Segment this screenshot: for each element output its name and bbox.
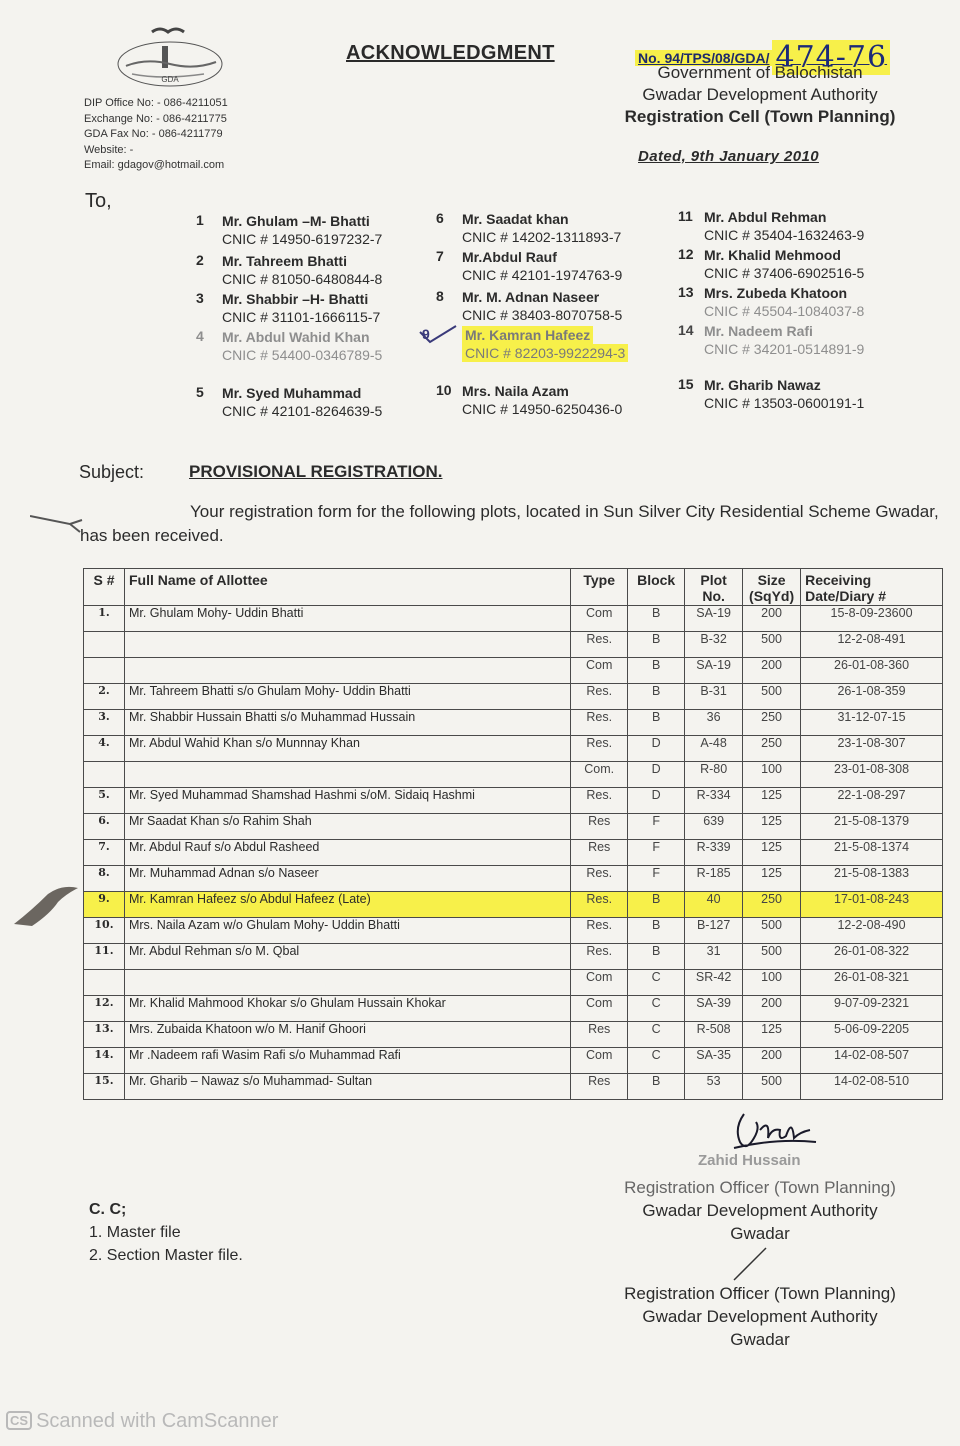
contact-info <box>84 96 228 174</box>
cell-name <box>124 658 570 684</box>
cell-plot: R-334 <box>685 788 743 814</box>
cell-name: Mr Saadat Khan s/o Rahim Shah <box>124 814 570 840</box>
cell-type: Res. <box>571 866 628 892</box>
cell-type: Com <box>571 996 628 1022</box>
signatory-name: Zahid Hussain <box>698 1152 801 1169</box>
cell-sn: 11. <box>84 944 125 970</box>
cell-type: Res. <box>571 710 628 736</box>
cell-type: Res. <box>571 944 628 970</box>
cell-sn: 14. <box>84 1048 125 1074</box>
officer-line: Gwadar Development Authority <box>642 1307 878 1326</box>
cell-block: C <box>628 996 685 1022</box>
cell-sn: 15. <box>84 1074 125 1100</box>
body-text: Your registration form for the following plots, located in Sun Silver City Residential Scheme Gwadar, has been received. <box>80 502 939 545</box>
cell-sn: 6. <box>84 814 125 840</box>
col-header-name: Full Name of Allottee <box>124 569 570 606</box>
cell-type: Res. <box>571 892 628 918</box>
cell-plot: 639 <box>685 814 743 840</box>
addressee: 11 Mr. Abdul Rehman CNIC # 35404-1632463-9 <box>678 208 865 243</box>
cc-label: C. C; <box>89 1201 127 1218</box>
cc-block <box>89 1198 243 1267</box>
cell-block: B <box>628 944 685 970</box>
gda-logo <box>112 22 228 92</box>
cell-type: Com. <box>571 762 628 788</box>
addressee: 1 Mr. Ghulam –M- Bhatti CNIC # 14950-6197232-7 <box>196 212 383 247</box>
cell-size: 500 <box>743 918 801 944</box>
cell-receiving: 14-02-08-510 <box>801 1074 943 1100</box>
body-paragraph <box>80 500 940 548</box>
margin-arrow-icon <box>30 510 86 534</box>
cell-block: B <box>628 918 685 944</box>
cell-plot: A-48 <box>685 736 743 762</box>
cell-size: 200 <box>743 606 801 632</box>
addressee: 13 Mrs. Zubeda Khatoon CNIC # 45504-1084037-8 <box>678 284 865 319</box>
addressee: 6 Mr. Saadat khan CNIC # 14202-1311893-7 <box>436 210 622 245</box>
cell-size: 250 <box>743 710 801 736</box>
table-row <box>84 1048 943 1074</box>
addressee: 5 Mr. Syed Muhammad CNIC # 42101-8264639-5 <box>196 384 383 419</box>
addressee: 15 Mr. Gharib Nawaz CNIC # 13503-0600191-1 <box>678 376 865 411</box>
cell-sn <box>84 658 125 684</box>
cell-receiving: 14-02-08-507 <box>801 1048 943 1074</box>
subject-label: Subject: <box>79 462 145 482</box>
cell-sn: 5. <box>84 788 125 814</box>
cc-item: 2. Section Master file. <box>89 1247 243 1264</box>
cell-sn: 10. <box>84 918 125 944</box>
org-line: Government of Balochistan <box>657 63 863 82</box>
cell-size: 250 <box>743 892 801 918</box>
cell-receiving: 26-01-08-322 <box>801 944 943 970</box>
table-row <box>84 944 943 970</box>
cell-type: Res <box>571 1022 628 1048</box>
addressee: 10 Mrs. Naila Azam CNIC # 14950-6250436-0 <box>436 382 623 417</box>
cell-plot: R-185 <box>685 866 743 892</box>
cell-block: B <box>628 632 685 658</box>
cell-name: Mr. Abdul Rauf s/o Abdul Rasheed <box>124 840 570 866</box>
cell-receiving: 23-01-08-308 <box>801 762 943 788</box>
cell-type: Res <box>571 814 628 840</box>
cell-size: 200 <box>743 996 801 1022</box>
table-row <box>84 632 943 658</box>
contact-line: DIP Office No: - 086-4211051 <box>84 97 228 109</box>
cell-name: Mr. Kamran Hafeez s/o Abdul Hafeez (Late) <box>124 892 570 918</box>
table-row <box>84 814 943 840</box>
cell-size: 100 <box>743 970 801 996</box>
col-header-receiving: Receiving Date/Diary # <box>801 569 943 606</box>
cell-name: Mr. Muhammad Adnan s/o Naseer <box>124 866 570 892</box>
cell-size: 200 <box>743 1048 801 1074</box>
cell-plot: 53 <box>685 1074 743 1100</box>
cell-block: B <box>628 658 685 684</box>
cell-type: Com <box>571 606 628 632</box>
cell-name <box>124 762 570 788</box>
cell-block: B <box>628 606 685 632</box>
signature-line: Gwadar <box>730 1224 790 1243</box>
org-line: Registration Cell (Town Planning) <box>624 107 896 126</box>
cell-receiving: 21-5-08-1374 <box>801 840 943 866</box>
cell-receiving: 22-1-08-297 <box>801 788 943 814</box>
cell-sn <box>84 632 125 658</box>
camscanner-icon: CS <box>6 1411 32 1430</box>
cell-plot: SA-35 <box>685 1048 743 1074</box>
col-header-size: Size (SqYd) <box>743 569 801 606</box>
cell-receiving: 12-2-08-491 <box>801 632 943 658</box>
cell-plot: B-31 <box>685 684 743 710</box>
cell-sn: 9. <box>84 892 125 918</box>
cell-name: Mr .Nadeem rafi Wasim Rafi s/o Muhammad Rafi <box>124 1048 570 1074</box>
date-line: Dated, 9th January 2010 <box>638 148 819 165</box>
cell-sn: 2. <box>84 684 125 710</box>
table-row <box>84 606 943 632</box>
table-header-row <box>84 569 943 606</box>
cell-size: 500 <box>743 684 801 710</box>
scanner-text: Scanned with CamScanner <box>36 1410 279 1432</box>
ref-prefix: No. 94/TPS/08/GDA/ <box>635 50 772 66</box>
cell-plot: R-339 <box>685 840 743 866</box>
table-row <box>84 684 943 710</box>
cell-block: B <box>628 1074 685 1100</box>
cell-name: Mr. Syed Muhammad Shamshad Hashmi s/oM. Sidaiq Hashmi <box>124 788 570 814</box>
cell-plot: 31 <box>685 944 743 970</box>
check-mark-icon <box>418 322 458 346</box>
contact-line: Exchange No: - 086-4211775 <box>84 112 227 125</box>
cell-sn <box>84 762 125 788</box>
document-title: ACKNOWLEDGMENT <box>346 42 555 64</box>
cell-type: Res. <box>571 684 628 710</box>
cell-receiving: 26-01-08-360 <box>801 658 943 684</box>
table-row <box>84 970 943 996</box>
cell-block: B <box>628 892 685 918</box>
officer-line: Gwadar <box>730 1330 790 1349</box>
cell-block: B <box>628 684 685 710</box>
cell-plot: SA-19 <box>685 658 743 684</box>
cell-name: Mr. Shabbir Hussain Bhatti s/o Muhammad Hussain <box>124 710 570 736</box>
plots-table-body <box>84 606 943 1100</box>
col-header-plot: Plot No. <box>685 569 743 606</box>
table-row <box>84 658 943 684</box>
cell-plot: R-80 <box>685 762 743 788</box>
cell-block: D <box>628 736 685 762</box>
cell-block: C <box>628 970 685 996</box>
cell-receiving: 9-07-09-2321 <box>801 996 943 1022</box>
addressee: 3 Mr. Shabbir –H- Bhatti CNIC # 31101-1666115-7 <box>196 290 381 325</box>
cell-block: C <box>628 1048 685 1074</box>
cell-plot: SA-39 <box>685 996 743 1022</box>
addressee: 8 Mr. M. Adnan Naseer CNIC # 38403-8070758-5 <box>436 288 623 323</box>
cell-size: 125 <box>743 1022 801 1048</box>
ref-handwritten: 474-76 <box>772 40 890 75</box>
col-header-block: Block <box>628 569 685 606</box>
cell-sn: 1. <box>84 606 125 632</box>
cell-type: Com <box>571 970 628 996</box>
cell-size: 500 <box>743 1074 801 1100</box>
cell-block: D <box>628 788 685 814</box>
cell-receiving: 12-2-08-490 <box>801 918 943 944</box>
table-row <box>84 840 943 866</box>
officer-block <box>598 1282 922 1351</box>
cell-block: C <box>628 1022 685 1048</box>
cell-sn: 13. <box>84 1022 125 1048</box>
signature-line: Gwadar Development Authority <box>642 1201 878 1220</box>
cell-block: B <box>628 710 685 736</box>
addressee: 2 Mr. Tahreem Bhatti CNIC # 81050-6480844-8 <box>196 252 383 287</box>
cell-block: F <box>628 866 685 892</box>
cell-receiving: 26-01-08-321 <box>801 970 943 996</box>
cell-sn: 12. <box>84 996 125 1022</box>
cell-type: Res <box>571 1074 628 1100</box>
cell-name: Mr. Abdul Wahid Khan s/o Munnnay Khan <box>124 736 570 762</box>
cell-type: Res. <box>571 788 628 814</box>
cell-name: Mrs. Zubaida Khatoon w/o M. Hanif Ghoori <box>124 1022 570 1048</box>
cell-size: 125 <box>743 840 801 866</box>
cell-size: 125 <box>743 788 801 814</box>
cell-plot: B-127 <box>685 918 743 944</box>
cell-name: Mr. Tahreem Bhatti s/o Ghulam Mohy- Uddin Bhatti <box>124 684 570 710</box>
subject-text: PROVISIONAL REGISTRATION. <box>189 462 443 481</box>
addressee: 12 Mr. Khalid Mehmood CNIC # 37406-6902516-5 <box>678 246 865 281</box>
to-label: To, <box>85 190 112 212</box>
scanner-watermark <box>6 1410 278 1433</box>
contact-line: GDA Fax No: - 086-4211779 <box>84 128 223 140</box>
pointing-hand-icon <box>12 880 82 930</box>
table-row <box>84 918 943 944</box>
cell-name <box>124 970 570 996</box>
table-row <box>84 866 943 892</box>
signature-block <box>598 1176 922 1245</box>
cell-size: 500 <box>743 632 801 658</box>
cell-receiving: 17-01-08-243 <box>801 892 943 918</box>
cell-name: Mr. Ghulam Mohy- Uddin Bhatti <box>124 606 570 632</box>
cell-receiving: 15-8-09-23600 <box>801 606 943 632</box>
cc-item: 1. Master file <box>89 1224 181 1241</box>
cell-plot: 40 <box>685 892 743 918</box>
cell-sn: 3. <box>84 710 125 736</box>
cell-type: Res. <box>571 918 628 944</box>
cell-name: Mr. Abdul Rehman s/o M. Qbal <box>124 944 570 970</box>
cell-sn: 8. <box>84 866 125 892</box>
signature-line: Registration Officer (Town Planning) <box>624 1178 896 1197</box>
cell-size: 100 <box>743 762 801 788</box>
cell-receiving: 31-12-07-15 <box>801 710 943 736</box>
table-row <box>84 762 943 788</box>
col-header-sn: S # <box>84 569 125 606</box>
org-line: Gwadar Development Authority <box>642 85 878 104</box>
table-row <box>84 1022 943 1048</box>
cell-type: Res. <box>571 736 628 762</box>
addressee-highlighted: 9 Mr. Kamran HafeezCNIC # 82203-9922294-3 <box>462 326 692 362</box>
cell-plot: 36 <box>685 710 743 736</box>
cell-plot: SR-42 <box>685 970 743 996</box>
addressee: 7 Mr.Abdul Rauf CNIC # 42101-1974763-9 <box>436 248 623 283</box>
cell-sn: 7. <box>84 840 125 866</box>
table-row <box>84 710 943 736</box>
cell-type: Com <box>571 1048 628 1074</box>
cell-receiving: 26-1-08-359 <box>801 684 943 710</box>
addressee: 4 Mr. Abdul Wahid Khan CNIC # 54400-0346789-5 <box>196 328 383 363</box>
addressee: 14 Mr. Nadeem Rafi CNIC # 34201-0514891-9 <box>678 322 865 357</box>
table-row <box>84 736 943 762</box>
cell-receiving: 5-06-09-2205 <box>801 1022 943 1048</box>
cell-name: Mr. Gharib – Nawaz s/o Muhammad- Sultan <box>124 1074 570 1100</box>
cell-plot: R-508 <box>685 1022 743 1048</box>
contact-line: Website: - <box>84 143 134 156</box>
cell-type: Res <box>571 840 628 866</box>
plots-table <box>83 568 943 1100</box>
cell-plot: B-32 <box>685 632 743 658</box>
cell-sn <box>84 970 125 996</box>
contact-line: Email: gdagov@hotmail.com <box>84 159 225 171</box>
cell-receiving: 21-5-08-1379 <box>801 814 943 840</box>
pen-stroke <box>730 1246 770 1282</box>
cell-size: 200 <box>743 658 801 684</box>
cell-size: 500 <box>743 944 801 970</box>
col-header-type: Type <box>571 569 628 606</box>
organization-block <box>600 62 920 128</box>
table-row <box>84 892 943 918</box>
cell-type: Res. <box>571 632 628 658</box>
logo-text: GDA <box>161 75 179 84</box>
cell-type: Com <box>571 658 628 684</box>
officer-line: Registration Officer (Town Planning) <box>624 1284 896 1303</box>
cell-sn: 4. <box>84 736 125 762</box>
cell-block: D <box>628 762 685 788</box>
cell-block: F <box>628 840 685 866</box>
cell-size: 125 <box>743 814 801 840</box>
cell-plot: SA-19 <box>685 606 743 632</box>
cell-receiving: 21-5-08-1383 <box>801 866 943 892</box>
cell-name: Mr. Khalid Mahmood Khokar s/o Ghulam Hussain Khokar <box>124 996 570 1022</box>
cell-size: 125 <box>743 866 801 892</box>
cell-name <box>124 632 570 658</box>
handwritten-signature <box>726 1108 826 1158</box>
table-row <box>84 1074 943 1100</box>
table-row <box>84 788 943 814</box>
table-row <box>84 996 943 1022</box>
cell-receiving: 23-1-08-307 <box>801 736 943 762</box>
cell-name: Mrs. Naila Azam w/o Ghulam Mohy- Uddin Bhatti <box>124 918 570 944</box>
cell-size: 250 <box>743 736 801 762</box>
cell-block: F <box>628 814 685 840</box>
